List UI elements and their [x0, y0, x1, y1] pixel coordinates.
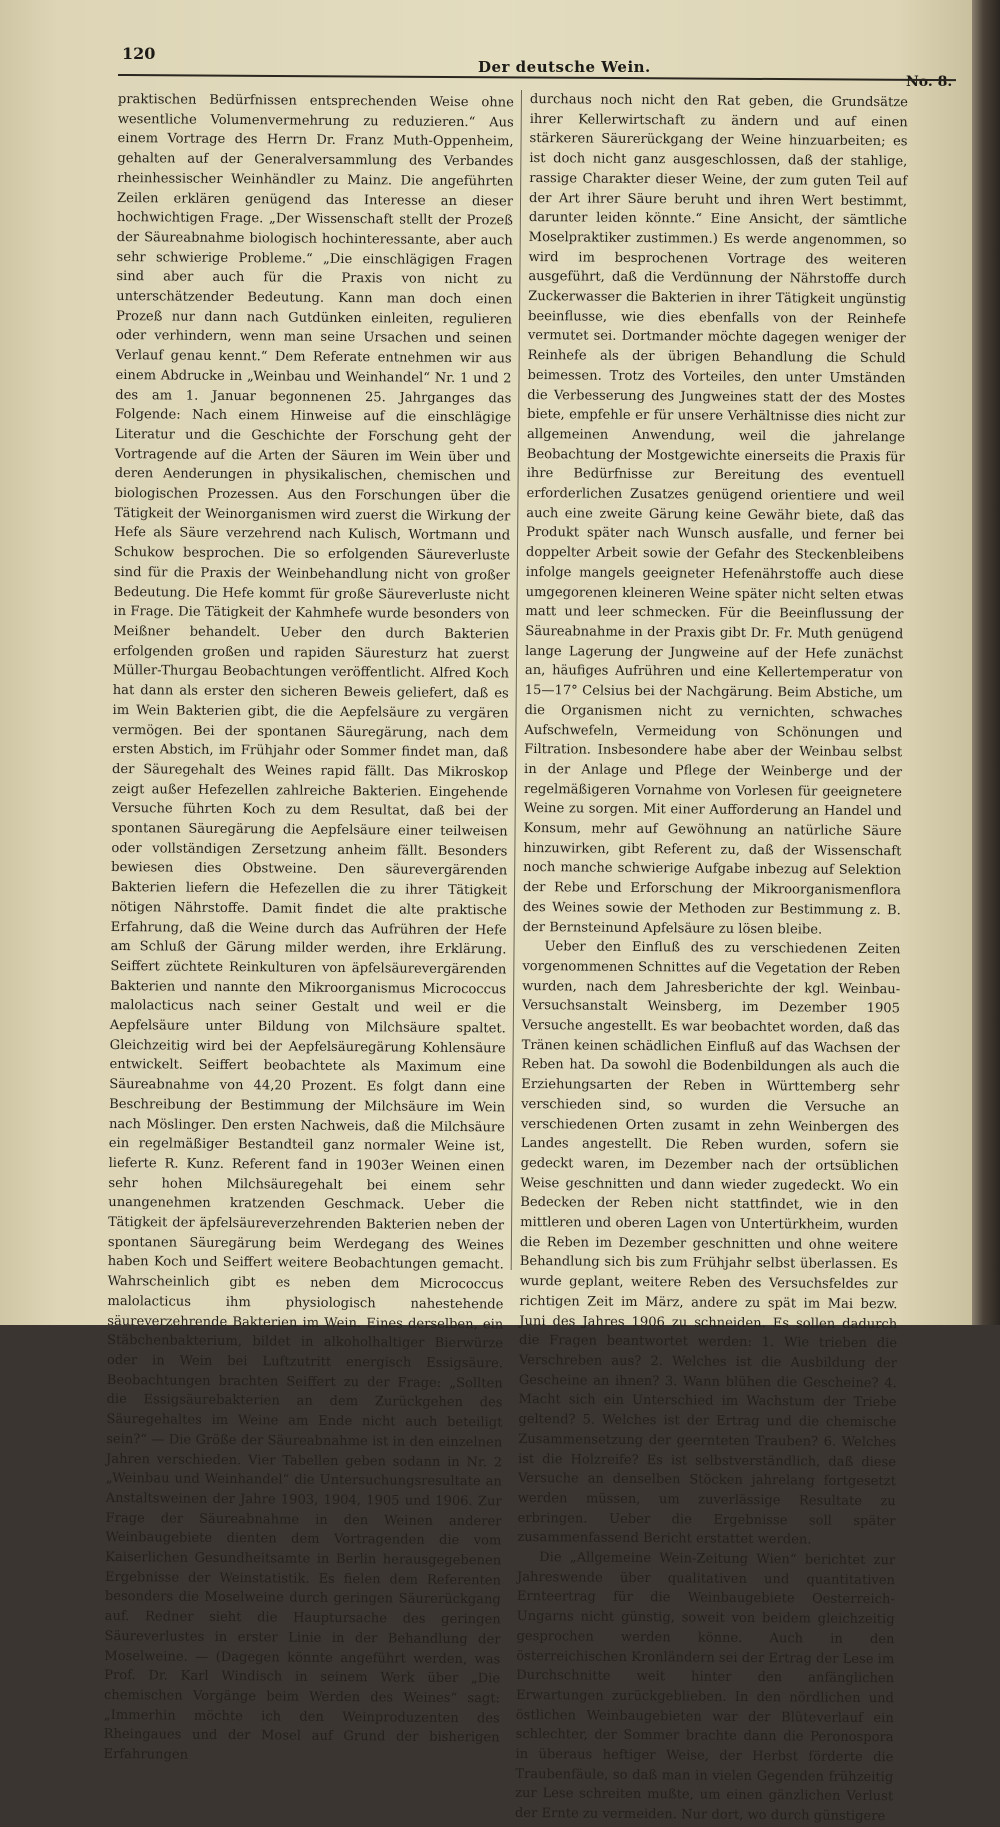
book-binding-edge — [972, 0, 1000, 1325]
issue-number: No. 8. — [906, 74, 953, 90]
left-paragraph: praktischen Bedürfnissen entsprechenden Weise ohne wesentliche Volumenvermehrung zu reduzieren.“ Aus einem Vortrage des Herrn Dr. Franz Muth-Oppenheim, gehalten auf der Generalversammlung des Verbandes rheinhessischer Weinhändler zu Mainz. Die angeführten Zeilen erklären genügend das Interesse an dieser hochwichtigen Frage. „Der Wissenschaft stellt der Prozeß der Säureabnahme biologisch hochinteressante, aber auch sehr schwierige Probleme.“ „Die einschlägigen Fragen sind aber auch für die Praxis von nicht zu unterschätzender Bedeutung. Kann man doch einen Prozeß nur dann nach Gutdünken einleiten, regulieren oder verhindern, wenn man seine Ursachen und seinen Verlauf genau kennt.“ Dem Referate entnehmen wir aus einem Abdrucke in „Weinbau und Weinhandel“ Nr. 1 und 2 des am 1. Januar begonnenen 25. Jahrganges das Folgende: Nach einem Hinweise auf die einschlägige Literatur und die Geschichte der Forschung geht der Vortragende auf die Arten der Säuren im Wein über und deren Aenderungen in physikalischen, chemischen und biologischen Prozessen. Aus den Forschungen über die Tätigkeit der Weinorganismen wird zuerst die Wirkung der Hefe als Säure verzehrend nach Kulisch, Wortmann und Schukow besprochen. Die so erfolgenden Säureverluste sind für die Praxis der Weinbehandlung nicht von großer Bedeutung. Die Hefe kommt für große Säureverluste nicht in Frage. Die Tätigkeit der Kahmhefe wurde besonders von Meißner behandelt. Ueber den durch Bakterien erfolgenden großen und rapiden Säuresturz hat zuerst Müller-Thurgau Beobachtungen veröffentlicht. Alfred Koch hat dann als erster den sicheren Beweis geliefert, daß es im Wein Bakterien gibt, die die Aepfelsäure zu vergären vermögen. Bei der spontanen Säuregärung, nach dem ersten Abstich, im Frühjahr oder Sommer findet man, daß der Säuregehalt des Weines rapid fällt. Das Mikroskop zeigt außer Hefezellen zahlreiche Bakterien. Eingehende Versuche führten Koch zu dem Resultat, daß bei der spontanen Säuregärung die Aepfelsäure einer teilweisen oder vollständigen Zersetzung anheim fällt. Besonders bewiesen dies Obstweine. Den säurevergärenden Bakterien liefern die Hefezellen die zu ihrer Tätigkeit nötigen Nährstoffe. Damit findet die alte praktische Erfahrung, daß die Weine durch das Aufrühren der Hefe am Schluß der Gärung milder werden, ihre Erklärung. Seiffert züchtete Reinkulturen von äpfelsäurevergärenden Bakterien und nannte den Mikroorganismus Micrococcus malolacticus nach seiner Gestalt und weil er die Aepfelsäure unter Bildung von Milchsäure spaltet. Gleichzeitig wird bei der Aepfelsäuregärung Kohlensäure entwickelt. Seiffert beobachtete als Maximum eine Säureabnahme von 44,20 Prozent. Es folgt dann eine Beschreibung der Bestimmung der Milchsäure im Wein nach Möslinger. Den ersten Nachweis, daß die Milchsäure ein regelmäßiger Bestandteil ganz normaler Weine ist, lieferte R. Kunz. Referent fand in 1903er Weinen einen sehr hohen Milchsäuregehalt bei einem sehr unangenehmen kratzenden Geschmack. Ueber die Tätigkeit der äpfelsäureverzehrenden Bakterien neben der spontanen Säuregärung beim Werdegang des Weines haben Koch und Seiffert weitere Beobachtungen gemacht. Wahrscheinlich gibt es neben dem Micrococcus malolacticus ihm physiologisch nahestehende säureverzehrende Bakterien im Wein. Eines derselben, ein Stäbchenbakterium, bildet in alkoholhaltiger Bierwürze oder in Wein bei Luftzutritt energisch Essigsäure. Beobachtungen brachten Seiffert zu der Frage: „Sollten die Essigsäurebakterien an dem Zurückgehen des Säuregehaltes im Weine am Ende nicht auch beteiligt sein?“ — Die Größe der Säureabnahme ist in den einzelnen Jahren verschieden. Vier Tabellen geben sodann in Nr. 2 „Weinbau und Weinhandel“ die Untersuchungsresultate an Anstaltsweinen der Jahre 1903, 1904, 1905 und 1906. Zur Frage der Säureabnahme in den Weinen anderer Weinbaugebiete dienten dem Vortragenden die vom Kaiserlichen Gesundheitsamte in Berlin herausgegebenen Ergebnisse der Weinstatistik. Es fielen dem Referenten besonders die Moselweine durch geringen Säurerückgang auf. Redner sieht die Hauptursache des geringen Säureverlustes in erster Linie in der Behandlung der Moselweine. — (Dagegen könnte angeführt werden, was Prof. Dr. Karl Windisch in seinem Werk über „Die chemischen Vorgänge beim Werden des Weines“ sagt: „Immerhin möchte ich den Weinproduzenten des Rheingaues und der Mosel auf Grund der bisherigen Erfahrungen — [103, 91, 514, 1763]
right-paragraph: durchaus noch nicht den Rat geben, die Grundsätze ihrer Kellerwirtschaft zu ändern und auf einen stärkeren Säurerückgang der Weine hinzuarbeiten; es ist doch nicht ganz ausgeschlossen, daß der stahlige, rassige Charakter dieser Weine, der zum guten Teil auf der Art ihrer Säure beruht und ihren Wert bestimmt, darunter leiden könnte.“ Eine Ansicht, der sämtliche Moselpraktiker zustimmen.) Es werde angenommen, so wird im besprochenen Vortrage des weiteren ausgeführt, daß die Verdünnung der Nährstoffe durch Zuckerwasser die Bakterien in ihrer Tätigkeit ungünstig beeinflusse, wie dies ebenfalls von der Reinhefe vermutet sei. Dortmander möchte dagegen weniger der Reinhefe als der übrigen Behandlung die Schuld beimessen. Trotz des Vorteiles, den unter Umständen die Verbesserung des Jungweines statt der des Mostes biete, empfehle er für unsere Verhältnisse dies nicht zur allgemeinen Anwendung, weil die jahrelange Beobachtung der Mostgewichte einerseits die Praxis für ihre Bedürfnisse zur Bereitung des eventuell erforderlichen Zusatzes genügend orientiere und weil auch eine zweite Gärung keine Gewähr biete, daß das Produkt später nach Wunsch ausfalle, und ferner bei doppelter Arbeit sowie der Gefahr des Steckenbleibens infolge mangels geeigneter Hefenährstoffe auch diese umgegorenen kleineren Weine später nicht selten etwas matt und leer schmecken. Für die Beeinflussung der Säureabnahme in der Praxis gibt Dr. Fr. Muth genügend lange Lagerung der Jungweine auf der Hefe zunächst an, häufiges Aufrühren und eine Kellertemperatur von 15—17° Celsius bei der Nachgärung. Beim Abstiche, um die Organismen nicht zu vernichten, schwaches Aufschwefeln, Vermeidung von Schönungen und Filtration. Insbesondere habe aber der Weinbau selbst in der Anlage und Pflege der Weinberge und der regelmäßigeren Vornahme von Vorlesen für geeignetere Weine zu sorgen. Mit einer Aufforderung an Handel und Konsum, mehr auf Gewöhnung an natürliche Säure hinzuwirken, gibt Referent zu, daß der Wissenschaft noch manche schwierige Aufgabe inbezug auf Selektion der Rebe und Erforschung der Mikroorganismenflora des Weines sowie der Methoden zur Bestimmung z. B. der Bernsteinund Apfelsäure zu lösen bleibe. — [522, 91, 908, 938]
right-paragraph: Die „Allgemeine Wein-Zeitung Wien“ berichtet zur Jahreswende über qualitativen und quantitativen Ernteertrag für die Weinbaugebiete Oesterreich-Ungarns nicht günstig, soweit von beidem gleichzeitig gesprochen werden könne. Auch in den österreichischen Kronländern sei der Ertrag der Lese im Durchschnitte weit hinter den anfänglichen Erwartungen zurückgeblieben. In den nördlichen und östlichen Weinbaugebieten war der Blüteverlauf ein schlechter, der Sommer brachte dann die Peronospora in überaus heftiger Weise, der Herbst förderte die Traubenfäule, so daß man in vielen Gegenden frühzeitig zur Lese schreiten mußte, um einen gänzlichen Verlust der Ernte zu vermeiden. Nur dort, wo durch günstigere — [514, 1550, 896, 1825]
left-column — [103, 90, 514, 1763]
page-number: 120 — [122, 44, 156, 63]
right-column — [514, 90, 908, 1825]
right-paragraph: Ueber den Einfluß des zu verschiedenen Zeiten vorgenommenen Schnittes auf die Vegetation der Reben wurden, nach dem Jahresberichte der kgl. Weinbau-Versuchsanstalt Weinsberg, im Dezember 1905 Versuche angestellt. Es war beobachtet worden, daß das Tränen keinen schädlichen Einfluß auf das Wachsen der Reben hat. Da sowohl die Bodenbildungen als auch die Erziehungsarten der Reben in Württemberg sehr verschieden sind, so wurden die Versuche an verschiedenen Orten zusamt in zehn Weinbergen des Landes angestellt. Die Reben wurden, sofern sie gedeckt waren, im Dezember nach der ortsüblichen Weise geschnitten und dann wieder zugedeckt. Wo ein Bedecken der Reben nicht stattfindet, wie in den mittleren und oberen Lagen von Untertürkheim, wurden die Reben im Dezember geschnitten und ohne weitere Behandlung sich bis zum Frühjahr selbst überlassen. Es wurde geplant, weitere Reben des Versuchsfeldes zur richtigen Zeit im März, andere zu spät im Mai bezw. Juni des Jahres 1906 zu schneiden. Es sollen dadurch die Fragen beantwortet werden: 1. Wie trieben die Verschreben aus? 2. Welches ist die Ausbildung der Gescheine an ihnen? 3. Wann blühen die Gescheine? 4. Macht sich ein Unterschied im Wachstum der Triebe geltend? 5. Welches ist der Ertrag und die chemische Zusammensetzung der geernteten Trauben? 6. Welches ist die Holzreife? Es ist selbstverständlich, daß diese Versuche an denselben Stöcken jahrelang fortgesetzt werden müssen, um zuverlässige Resultate zu erbringen. Ueber die Ergebnisse soll später zusammenfassend Bericht erstattet werden. — [517, 939, 901, 1548]
publication-title: Der deutsche Wein. — [478, 58, 651, 76]
page-header — [0, 36, 972, 90]
